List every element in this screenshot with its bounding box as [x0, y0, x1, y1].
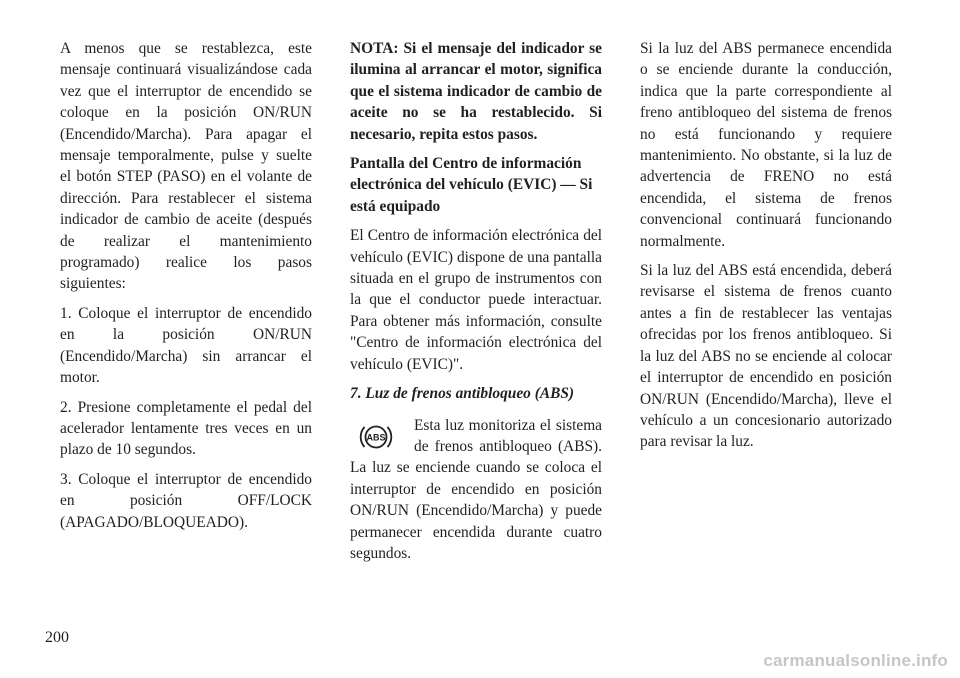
step-3-paragraph: 3. Coloque el interruptor de encendido en posición OFF/LOCK (APAGADO/BLOQUEADO). — [60, 470, 312, 531]
abs-warning-icon — [358, 421, 394, 453]
column-middle — [350, 38, 602, 572]
column-right — [640, 38, 892, 461]
abs-service-paragraph: Si la luz del ABS está encendida, deberá revisarse el sistema de frenos cuanto antes a fin de restablecer las ventajas ofrecidas por los frenos antibloqueo. Si la luz del ABS no se enciende al colocar el interruptor de encendido en posición ON/RUN (Encendido/Marcha), lleve el vehículo a un concesionario autorizado para revisar la luz. — [640, 262, 892, 451]
abs-icon-label: ABS — [366, 432, 386, 442]
abs-section — [350, 415, 602, 565]
step-2-paragraph: 2. Presione completamente el pedal del acelerador lentamente tres veces en un plazo de 10 segundos. — [60, 398, 312, 459]
abs-paragraph: Esta luz monitoriza el sistema de frenos antibloqueo (ABS). La luz se enciende cuando se coloca el interruptor de encendido en posición ON/RUN (Encendido/Marcha) y puede permanecer encendida durante cuatro segundos. — [350, 416, 602, 562]
note-paragraph: NOTA: Si el mensaje del indicador se ilumina al arrancar el motor, significa que el sistema indicador de cambio de aceite no se ha restablecido. Si necesario, repita estos pasos. — [350, 40, 602, 143]
evic-heading: Pantalla del Centro de información electrónica del vehículo (EVIC) — Si está equipado — [350, 155, 593, 215]
oil-reset-intro-paragraph: A menos que se restablezca, este mensaje continuará visualizándose cada vez que el interruptor de encendido se coloque en la posición ON/RUN (Encendido/Marcha). Para apagar el mensaje temporalmente, pulse y suelte el botón STEP (PASO) en el volante de dirección. Para restablecer el sistema indicador de cambio de aceite (después de realizar el mantenimiento programado) realice los pasos siguientes: — [60, 40, 312, 293]
abs-stays-on-paragraph: Si la luz del ABS permanece encendida o se enciende durante la conducción, indica que la parte correspondiente al freno antibloqueo del sistema de frenos no está funcionando y requiere mantenimiento. No obstante, si la luz de advertencia de FRENO no está encendida, el sistema de frenos convencional continuará funcionando normalmente. — [640, 40, 892, 250]
column-left — [60, 38, 312, 541]
page-number: 200 — [45, 629, 69, 646]
step-1-paragraph: 1. Coloque el interruptor de encendido en la posición ON/RUN (Encendido/Marcha) sin arrancar el motor. — [60, 304, 312, 387]
evic-paragraph: El Centro de información electrónica del vehículo (EVIC) dispone de una pantalla situada en el grupo de instrumentos con la que el conductor puede interactuar. Para obtener más información, consulte "Centro de información electrónica del vehículo (EVIC)". — [350, 227, 602, 373]
abs-section-heading: 7. Luz de frenos antibloqueo (ABS) — [350, 385, 575, 403]
watermark: carmanualsonline.info — [763, 651, 948, 670]
